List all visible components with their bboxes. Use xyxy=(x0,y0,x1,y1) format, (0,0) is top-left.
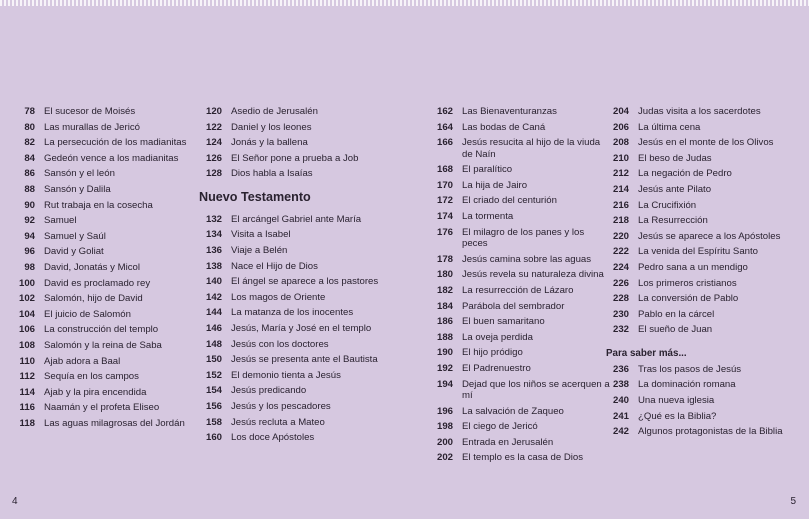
page-ref-number: 84 xyxy=(24,152,35,164)
page-ref-number: 198 xyxy=(436,421,453,433)
page-ref-number: 90 xyxy=(24,199,35,211)
page-ref-number: 188 xyxy=(436,331,453,343)
page-ref-number: 192 xyxy=(436,362,453,374)
toc-entry xyxy=(11,246,201,258)
story-title: La conversión de Pablo xyxy=(638,293,739,305)
toc-entry xyxy=(11,278,201,290)
story-title: El Padrenuestro xyxy=(462,362,531,374)
story-title: El Señor pone a prueba a Job xyxy=(231,152,359,164)
toc-entry xyxy=(198,276,388,288)
page-ref-number: 212 xyxy=(612,168,629,180)
page-ref-number: 186 xyxy=(436,316,453,328)
toc-column-3 xyxy=(429,106,619,468)
toc-entry xyxy=(198,417,388,429)
story-title: La oveja perdida xyxy=(462,331,533,343)
toc-entry xyxy=(605,379,805,391)
toc-column-4 xyxy=(605,106,805,442)
toc-entry xyxy=(429,379,619,402)
story-title: El hijo pródigo xyxy=(462,347,523,359)
page-ref-number: 128 xyxy=(205,168,222,180)
story-title: Sansón y Dalila xyxy=(44,183,111,195)
story-title: Ajab y la pira encendida xyxy=(44,386,147,398)
story-title: Samuel xyxy=(44,215,77,227)
page-ref-number: 172 xyxy=(436,195,453,207)
page-ref-number: 156 xyxy=(205,401,222,412)
story-title: Gedeón vence a los madianitas xyxy=(44,152,179,164)
toc-entry xyxy=(198,323,388,335)
toc-entry xyxy=(11,293,201,305)
page-ref-number: 140 xyxy=(205,276,222,288)
story-title: Jesús y los pescadores xyxy=(231,401,331,412)
story-title: El criado del centurión xyxy=(462,195,557,207)
toc-entry xyxy=(198,401,388,413)
toc-entry xyxy=(11,106,201,118)
page-ref-number: 226 xyxy=(612,277,629,289)
page-ref-number: 162 xyxy=(436,106,453,117)
toc-entry xyxy=(605,364,805,376)
story-title: Salomón, hijo de David xyxy=(44,293,143,305)
toc-entry xyxy=(11,340,201,352)
page-ref-number: 138 xyxy=(205,260,222,272)
page-ref-number: 80 xyxy=(24,121,35,133)
toc-entry xyxy=(198,137,388,149)
story-title: El ángel se aparece a los pastores xyxy=(231,276,379,288)
page-number-right: 5 xyxy=(790,496,796,507)
page-ref-number: 122 xyxy=(205,121,222,133)
page-ref-number: 220 xyxy=(612,230,629,242)
story-title: Jesús, María y José en el templo xyxy=(231,323,372,335)
story-title: El beso de Judas xyxy=(638,152,712,164)
toc-entry xyxy=(605,395,805,407)
toc-entry xyxy=(198,245,388,257)
story-title: La dominación romana xyxy=(638,379,736,391)
toc-entry xyxy=(198,354,388,366)
story-title: Jesús ante Pilato xyxy=(638,183,712,195)
toc-entry xyxy=(198,168,388,180)
toc-entry xyxy=(11,262,201,274)
toc-entry xyxy=(198,153,388,165)
story-title: Jesús recluta a Mateo xyxy=(231,416,325,428)
toc-entry xyxy=(11,200,201,212)
story-title: Salomón y la reina de Saba xyxy=(44,339,162,351)
page-ref-number: 238 xyxy=(612,379,629,391)
toc-entry xyxy=(429,347,619,359)
story-title: Ajab adora a Baal xyxy=(44,355,121,367)
page-ref-number: 184 xyxy=(436,300,453,312)
story-title: Jonás y la ballena xyxy=(231,137,308,149)
toc-entry xyxy=(429,332,619,344)
story-title: La hija de Jairo xyxy=(462,179,528,191)
story-title: Jesús predicando xyxy=(231,385,307,397)
toc-entry xyxy=(198,339,388,351)
page-ref-number: 92 xyxy=(24,215,35,227)
story-title: David y Goliat xyxy=(44,246,104,258)
page-ref-number: 200 xyxy=(436,436,453,448)
toc-entry xyxy=(605,184,805,196)
toc-entry xyxy=(605,324,805,336)
page-ref-number: 222 xyxy=(612,246,629,258)
toc-entry xyxy=(605,309,805,321)
page-ref-number: 216 xyxy=(612,199,629,211)
story-title: La construcción del templo xyxy=(44,324,159,336)
toc-entry xyxy=(605,262,805,274)
story-title: Daniel y los leones xyxy=(231,121,312,133)
story-title: Dejad que los niños se acerquen a mí xyxy=(462,378,610,401)
toc-entry xyxy=(429,254,619,266)
page-ref-number: 96 xyxy=(24,246,35,258)
page-ref-number: 170 xyxy=(436,179,453,191)
story-title: Viaje a Belén xyxy=(231,245,288,257)
page-ref-number: 236 xyxy=(612,363,629,375)
toc-entry xyxy=(198,214,388,226)
page-ref-number: 214 xyxy=(612,183,629,195)
story-title: Jesús camina sobre las aguas xyxy=(462,253,592,265)
page-ref-number: 196 xyxy=(436,405,453,417)
story-title: Los magos de Oriente xyxy=(231,291,326,303)
toc-entry xyxy=(429,406,619,418)
page-ref-number: 148 xyxy=(205,338,222,350)
toc-entry xyxy=(198,122,388,134)
story-title: Las Bienaventuranzas xyxy=(462,106,557,117)
toc-entry xyxy=(11,309,201,321)
story-title: Las murallas de Jericó xyxy=(44,121,140,133)
page-ref-number: 112 xyxy=(19,371,35,383)
toc-entry xyxy=(605,278,805,290)
page-ref-number: 126 xyxy=(205,152,222,164)
toc-entry xyxy=(429,452,619,464)
toc-entry xyxy=(605,426,805,438)
story-title: Jesús con los doctores xyxy=(231,338,329,350)
story-title: Pablo en la cárcel xyxy=(638,308,715,320)
story-title: El juicio de Salomón xyxy=(44,308,131,320)
page-ref-number: 164 xyxy=(436,121,453,133)
toc-entry xyxy=(605,106,805,118)
story-title: Samuel y Saúl xyxy=(44,230,106,242)
story-title: Jesús se aparece a los Apóstoles xyxy=(638,230,781,242)
toc-entry xyxy=(429,180,619,192)
story-title: El buen samaritano xyxy=(462,316,545,328)
toc-entry xyxy=(11,122,201,134)
toc-entry xyxy=(605,153,805,165)
page-ref-number: 202 xyxy=(436,452,453,464)
toc-entry xyxy=(605,137,805,149)
page-ref-number: 180 xyxy=(436,269,453,281)
story-title: El demonio tienta a Jesús xyxy=(231,369,341,381)
story-title: La Crucifixión xyxy=(638,199,697,211)
section-heading: Nuevo Testamento xyxy=(199,189,311,204)
story-title: El sueño de Juan xyxy=(638,324,713,336)
story-title: La venida del Espíritu Santo xyxy=(638,246,759,258)
page-ref-number: 166 xyxy=(436,137,453,149)
page-ref-number: 116 xyxy=(19,402,35,414)
toc-entry xyxy=(198,385,388,397)
page-ref-number: 160 xyxy=(205,432,222,444)
page-ref-number: 210 xyxy=(612,152,629,164)
page-ref-number: 120 xyxy=(205,106,222,117)
toc-entry xyxy=(11,387,201,399)
page-ref-number: 206 xyxy=(612,121,629,133)
page-ref-number: 182 xyxy=(436,284,453,296)
page-ref-number: 190 xyxy=(436,347,453,359)
story-title: El ciego de Jericó xyxy=(462,421,538,433)
top-edge-strip xyxy=(0,0,809,6)
page-ref-number: 230 xyxy=(612,308,629,320)
page-ref-number: 240 xyxy=(612,395,629,406)
toc-entry xyxy=(198,307,388,319)
toc-entry xyxy=(11,168,201,180)
toc-entry xyxy=(11,184,201,196)
page-ref-number: 106 xyxy=(18,324,35,336)
toc-column-1 xyxy=(11,106,201,433)
page-ref-number: 114 xyxy=(19,386,35,398)
story-title: Los primeros cristianos xyxy=(638,277,737,289)
toc-entry xyxy=(198,370,388,382)
toc-entry xyxy=(429,122,619,134)
toc-entry xyxy=(11,153,201,165)
page-ref-number: 168 xyxy=(436,164,453,176)
page-ref-number: 100 xyxy=(18,277,35,289)
page-ref-number: 154 xyxy=(205,385,222,397)
story-title: David es proclamado rey xyxy=(44,277,151,289)
toc-entry xyxy=(429,195,619,207)
page-ref-number: 194 xyxy=(436,378,453,390)
page-ref-number: 124 xyxy=(205,137,222,149)
story-title: La Resurrección xyxy=(638,215,708,227)
page-ref-number: 242 xyxy=(612,426,629,438)
story-title: El templo es la casa de Dios xyxy=(462,452,584,464)
toc-entry xyxy=(429,301,619,313)
toc-entry xyxy=(198,261,388,273)
toc-entry xyxy=(429,363,619,375)
page-ref-number: 118 xyxy=(19,417,35,429)
toc-entry xyxy=(605,246,805,258)
story-title: La última cena xyxy=(638,121,701,133)
story-title: Tras los pasos de Jesús xyxy=(638,363,742,375)
toc-entry xyxy=(605,122,805,134)
story-title: El arcángel Gabriel ante María xyxy=(231,213,362,225)
page-ref-number: 82 xyxy=(24,137,35,149)
story-title: Jesús en el monte de los Olivos xyxy=(638,137,774,149)
page-ref-number: 218 xyxy=(612,215,629,227)
toc-entry xyxy=(198,432,388,444)
story-title: Los doce Apóstoles xyxy=(231,432,315,444)
story-title: Una nueva iglesia xyxy=(638,395,715,406)
toc-entry xyxy=(11,371,201,383)
page-ref-number: 134 xyxy=(205,229,222,241)
story-title: La persecución de los madianitas xyxy=(44,137,187,149)
toc-entry xyxy=(11,356,201,368)
toc-entry xyxy=(605,168,805,180)
page-ref-number: 88 xyxy=(24,183,35,195)
story-title: Jesús se presenta ante el Bautista xyxy=(231,354,378,366)
story-title: Visita a Isabel xyxy=(231,229,291,241)
story-title: Parábola del sembrador xyxy=(462,300,565,312)
story-title: La negación de Pedro xyxy=(638,168,732,180)
story-title: Algunos protagonistas de la Biblia xyxy=(638,426,783,438)
page-ref-number: 132 xyxy=(205,213,222,225)
story-title: El sucesor de Moisés xyxy=(44,106,136,117)
toc-entry xyxy=(605,231,805,243)
toc-entry xyxy=(198,106,388,118)
page-ref-number: 232 xyxy=(612,324,629,336)
story-title: Las aguas milagrosas del Jordán xyxy=(44,417,185,429)
story-title: Naamán y el profeta Eliseo xyxy=(44,402,160,414)
toc-entry xyxy=(605,293,805,305)
page-ref-number: 146 xyxy=(205,323,222,335)
toc-entry xyxy=(429,421,619,433)
page-ref-number: 136 xyxy=(205,245,222,257)
page-ref-number: 241 xyxy=(612,410,629,422)
page-ref-number: 208 xyxy=(612,137,629,149)
story-title: Entrada en Jerusalén xyxy=(462,436,554,448)
story-title: Las bodas de Caná xyxy=(462,121,546,133)
story-title: Sansón y el león xyxy=(44,168,115,180)
story-title: Jesús revela su naturaleza divina xyxy=(462,269,604,281)
page-ref-number: 144 xyxy=(205,307,222,319)
page-ref-number: 94 xyxy=(24,230,35,242)
story-title: Rut trabaja en la cosecha xyxy=(44,199,153,211)
toc-entry xyxy=(11,231,201,243)
page-ref-number: 108 xyxy=(18,339,35,351)
toc-entry xyxy=(11,215,201,227)
page-ref-number: 228 xyxy=(612,293,629,305)
story-title: Nace el Hijo de Dios xyxy=(231,260,318,272)
toc-entry xyxy=(429,269,619,281)
toc-entry xyxy=(605,411,805,423)
page-ref-number: 178 xyxy=(436,253,453,265)
story-title: Jesús resucita al hijo de la viuda de Naín xyxy=(462,137,601,160)
story-title: Sequía en los campos xyxy=(44,371,139,383)
story-title: ¿Qué es la Biblia? xyxy=(638,410,717,422)
page-number-left: 4 xyxy=(12,496,18,507)
story-title: La salvación de Zaqueo xyxy=(462,405,564,417)
section-heading: Para saber más... xyxy=(606,347,687,359)
toc-entry xyxy=(605,200,805,212)
page-ref-number: 158 xyxy=(205,416,222,428)
story-title: La matanza de los inocentes xyxy=(231,307,354,319)
story-title: Pedro sana a un mendigo xyxy=(638,261,748,273)
toc-entry xyxy=(429,437,619,449)
page-ref-number: 150 xyxy=(205,354,222,366)
story-title: David, Jonatás y Micol xyxy=(44,261,140,273)
page-ref-number: 78 xyxy=(24,106,35,117)
toc-entry xyxy=(198,292,388,304)
toc-entry xyxy=(429,227,619,250)
page-ref-number: 176 xyxy=(436,226,453,238)
toc-entry xyxy=(429,211,619,223)
page-ref-number: 104 xyxy=(18,308,35,320)
story-title: La tormenta xyxy=(462,211,514,223)
story-title: Asedio de Jerusalén xyxy=(231,106,318,117)
toc-entry xyxy=(198,229,388,241)
toc-entry xyxy=(429,285,619,297)
story-title: El milagro de los panes y los peces xyxy=(462,226,585,250)
toc-entry xyxy=(429,316,619,328)
page-ref-number: 102 xyxy=(18,293,35,305)
toc-entry xyxy=(429,106,619,118)
toc-entry xyxy=(429,164,619,176)
page-ref-number: 224 xyxy=(612,261,629,273)
toc-column-2 xyxy=(198,106,388,448)
page-ref-number: 174 xyxy=(436,211,453,223)
page-ref-number: 152 xyxy=(205,369,222,381)
toc-entry xyxy=(11,418,201,430)
story-title: Dios habla a Isaías xyxy=(231,168,313,180)
toc-entry xyxy=(11,324,201,336)
toc-entry xyxy=(11,137,201,149)
page-ref-number: 86 xyxy=(24,168,35,180)
toc-entry xyxy=(11,402,201,414)
page-ref-number: 204 xyxy=(612,106,629,117)
toc-entry xyxy=(429,137,619,160)
page-ref-number: 110 xyxy=(19,355,35,367)
page-ref-number: 142 xyxy=(205,291,222,303)
story-title: La resurrección de Lázaro xyxy=(462,284,574,296)
toc-entry xyxy=(605,215,805,227)
page-ref-number: 98 xyxy=(24,261,35,273)
story-title: El paralítico xyxy=(462,164,513,176)
story-title: Judas visita a los sacerdotes xyxy=(638,106,761,117)
